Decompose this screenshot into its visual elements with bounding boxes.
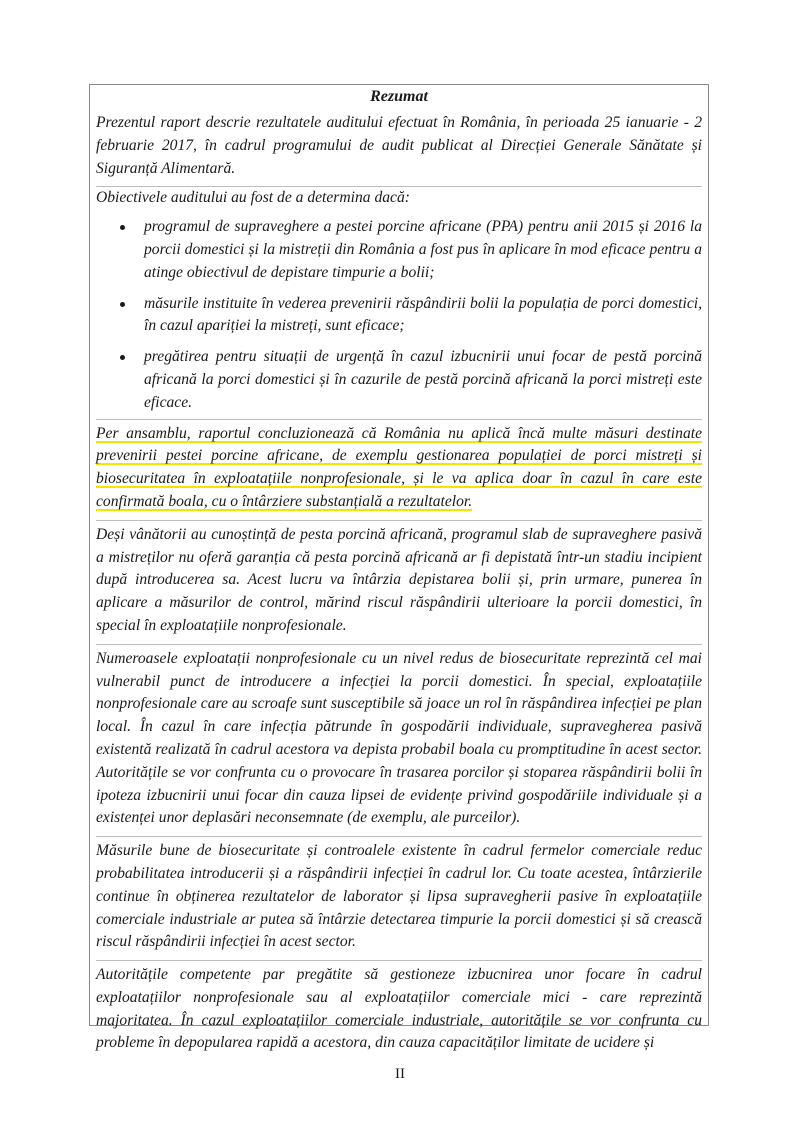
list-item: [96, 293, 702, 339]
conclusion-paragraph: [96, 423, 702, 514]
holdings-section: [96, 645, 702, 837]
summary-header-section: [96, 87, 702, 187]
biosecurity-section: [96, 837, 702, 961]
biosecurity-paragraph: Măsurile bune de biosecuritate și controalele existente în cadrul fermelor comerciale reduc probabilitatea introducerii și a răspândirii infecției în cadrul lor. Cu toate acestea, întârzierile continue în obținerea rezultatelor de laborator și lipsa supravegherii pasive în exploatațiile comerciale industriale ar putea să întârzie detectarea timpurie la porcii domestici și să crească riscul răspândirii infecției în acest sector.: [96, 842, 702, 951]
authorities-paragraph: Autoritățile competente par pregătite să gestioneze izbucnirea unor focare în cadrul exploatațiilor nonprofesionale sau al exploatațiilor comerciale mici - care reprezintă majoritatea. În cazul exploatațiilor comerciale industriale, autoritățile se vor confrunta cu probleme în depopularea rapidă a acestora, din cauza capacităților limitate de ucidere și: [96, 966, 702, 1052]
objective-text: pregătirea pentru situații de urgență în cazul izbucnirii unui focar de pestă porcină africană la porci domestici și în cazurile de pestă porcină africană la porci mistreți este eficace.: [144, 348, 702, 411]
summary-title: Rezumat: [370, 88, 428, 105]
list-item: [96, 346, 702, 414]
bullet-dot-icon: [120, 302, 125, 307]
conclusion-section: [96, 420, 702, 521]
objective-text: programul de supraveghere a pestei porcine africane (PPA) pentru anii 2015 și 2016 la porcii domestici și la mistreții din România a fost pus în aplicare în mod eficace pentru a atinge obiectivul de depistare timpurie a bolii;: [144, 218, 702, 281]
objectives-lead: Obiectivele auditului au fost de a determina dacă:: [96, 189, 410, 207]
intro-paragraph: Prezentul raport descrie rezultatele auditului efectuat în România, în perioada 25 ianuarie - 2 februarie 2017, în cadrul programului de audit publicat al Direcției Generale Sănătate și Siguranță Alimentară.: [96, 114, 702, 177]
list-item: [96, 216, 702, 284]
bullet-dot-icon: [120, 225, 125, 230]
hunters-paragraph: Deși vânătorii au cunoștință de pesta porcină africană, programul slab de supraveghere pasivă a mistreților nu oferă garanția că pesta porcină africană ar fi depistată într-un stadiu incipient după introducerea sa. Acest lucru va întârzia depistarea bolii și, prin urmare, punerea în aplicare a măsurilor de control, mărind riscul răspândirii ulterioare la porcii domestici, în special în exploatațiile nonprofesionale.: [96, 525, 702, 634]
objectives-section: [96, 187, 702, 419]
bullet-dot-icon: [120, 355, 125, 360]
summary-content: [90, 85, 708, 1061]
holdings-paragraph: Numeroasele exploatații nonprofesionale cu un nivel redus de biosecuritate reprezintă cel mai vulnerabil punct de introducere a infecției la porcii domestici. În special, exploatațiile nonprofesionale care au scroafe sunt susceptibile să joace un rol în răspândirea infecției pe plan local. În cazul în care infecția pătrunde în gospodării individuale, supravegherea pasivă existentă realizată în cadrul acestora va depista probabil boala cu promptitudine în acest sector. Autoritățile se vor confrunta cu o provocare în trasarea porcilor și stoparea răspândirii bolii în ipoteza izbucnirii unui focar din cauza lipsei de evidențe privind gospodăriile individuale și a existenței unor deplasări neconsemnate (de exemplu, ale purceilor).: [96, 649, 702, 827]
hunters-section: [96, 521, 702, 645]
summary-box: [89, 84, 709, 1052]
objectives-list: [96, 216, 702, 414]
authorities-section: [96, 961, 702, 1061]
page-number: II: [395, 1066, 405, 1082]
objective-text: măsurile instituite în vederea prevenirii răspândirii bolii la populația de porci domestici, în cazul apariției la mistreți, sunt eficace;: [144, 294, 702, 335]
highlighted-conclusion: Per ansamblu, raportul concluzionează că România nu aplică încă multe măsuri destinate prevenirii pestei porcine africane, de exemplu gestionarea populației de porci mistreți și biosecuritatea în exploatațiile nonprofesionale, și le va aplica doar în cazul în care este confirmată boala, cu o întârziere substanțială a rezultatelor.: [96, 424, 702, 510]
